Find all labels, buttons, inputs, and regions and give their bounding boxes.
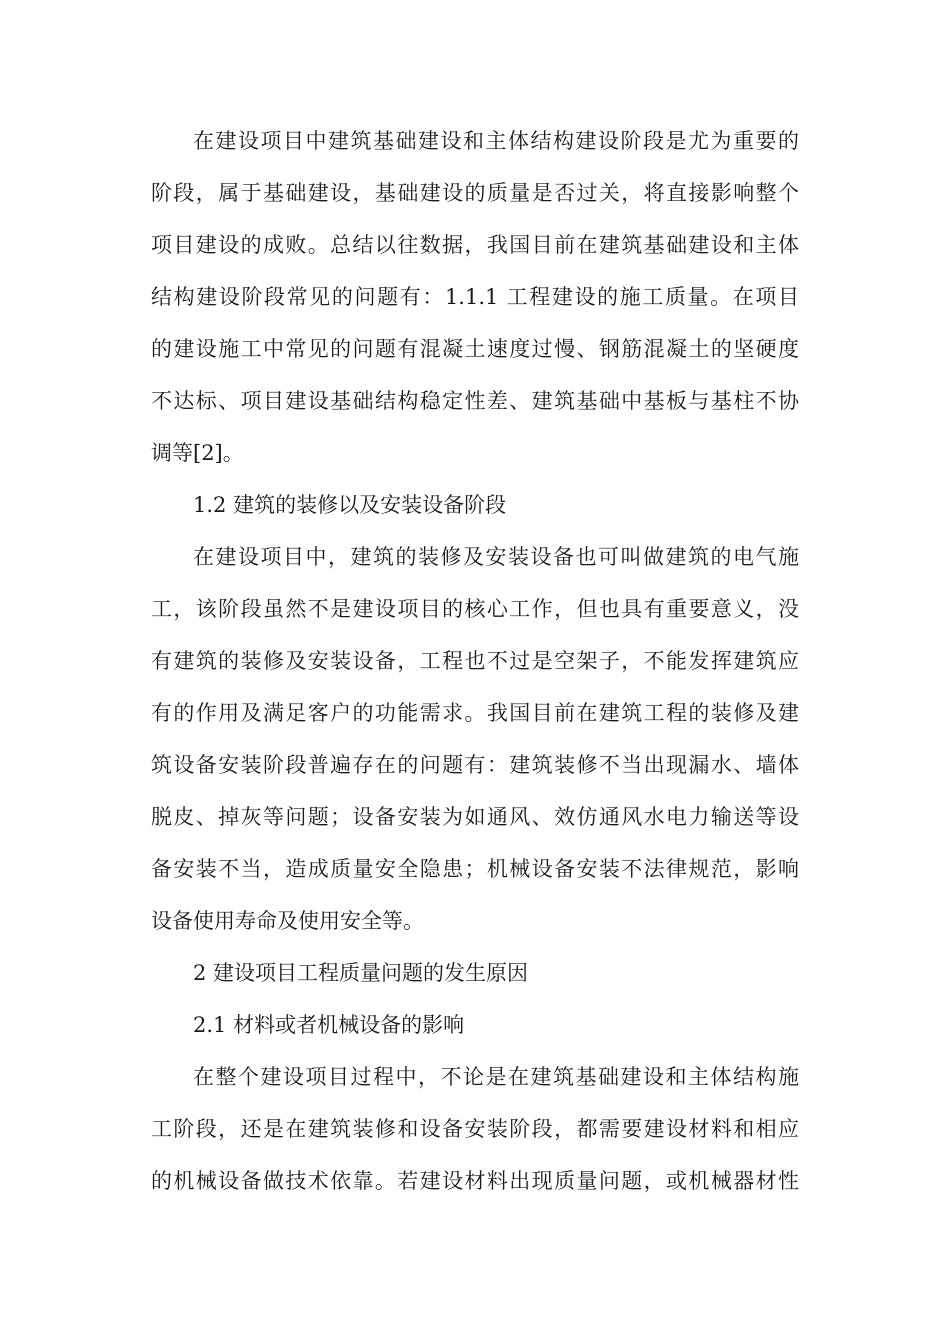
document-body: [151, 115, 799, 1207]
text-line: 调等[2]。: [151, 441, 244, 465]
text-line: 在建设项目中，建筑的装修及安装设备也可叫做建筑的电气施: [193, 545, 799, 569]
text-line: 备安装不当，造成质量安全隐患；机械设备安装不法律规范，影响: [151, 857, 799, 881]
heading-text: 1.2 建筑的装修以及安装设备阶段: [193, 493, 507, 517]
text-line: 脱皮、掉灰等问题；设备安装为如通风、效仿通风水电力输送等设: [151, 805, 799, 829]
text-line: 工阶段，还是在建筑装修和设备安装阶段，都需要建设材料和相应: [151, 1117, 799, 1141]
section-heading-2-1: [151, 999, 799, 1051]
text-line: 阶段，属于基础建设，基础建设的质量是否过关，将直接影响整个: [151, 181, 799, 205]
heading-text: 2 建设项目工程质量问题的发生原因: [193, 961, 529, 985]
text-line: 设备使用寿命及使用安全等。: [151, 909, 424, 933]
paragraph-decoration-issues: [151, 531, 799, 947]
text-line: 的机械设备做技术依靠。若建设材料出现质量问题，或机械器材性: [151, 1169, 799, 1193]
text-line: 在整个建设项目过程中，不论是在建筑基础建设和主体结构施: [193, 1065, 799, 1089]
text-line: 筑设备安装阶段普遍存在的问题有：建筑装修不当出现漏水、墙体: [151, 753, 799, 777]
text-line: 不达标、项目建设基础结构稳定性差、建筑基础中基板与基柱不协: [151, 389, 799, 413]
section-heading-2: [151, 947, 799, 999]
paragraph-materials: [151, 1051, 799, 1207]
text-line: 工，该阶段虽然不是建设项目的核心工作，但也具有重要意义，没: [151, 597, 799, 621]
text-line: 结构建设阶段常见的问题有：1.1.1 工程建设的施工质量。在项目: [151, 285, 799, 309]
text-line: 项目建设的成败。总结以往数据，我国目前在建筑基础建设和主体: [151, 233, 799, 257]
section-heading-1-2: [151, 479, 799, 531]
text-line: 有建筑的装修及安装设备，工程也不过是空架子，不能发挥建筑应: [151, 649, 799, 673]
text-line: 的建设施工中常见的问题有混凝土速度过慢、钢筋混凝土的坚硬度: [151, 337, 799, 361]
text-line: 在建设项目中建筑基础建设和主体结构建设阶段是尤为重要的: [193, 129, 799, 153]
paragraph-foundation-issues: [151, 115, 799, 479]
text-line: 有的作用及满足客户的功能需求。我国目前在建筑工程的装修及建: [151, 701, 799, 725]
heading-text: 2.1 材料或者机械设备的影响: [193, 1013, 465, 1037]
